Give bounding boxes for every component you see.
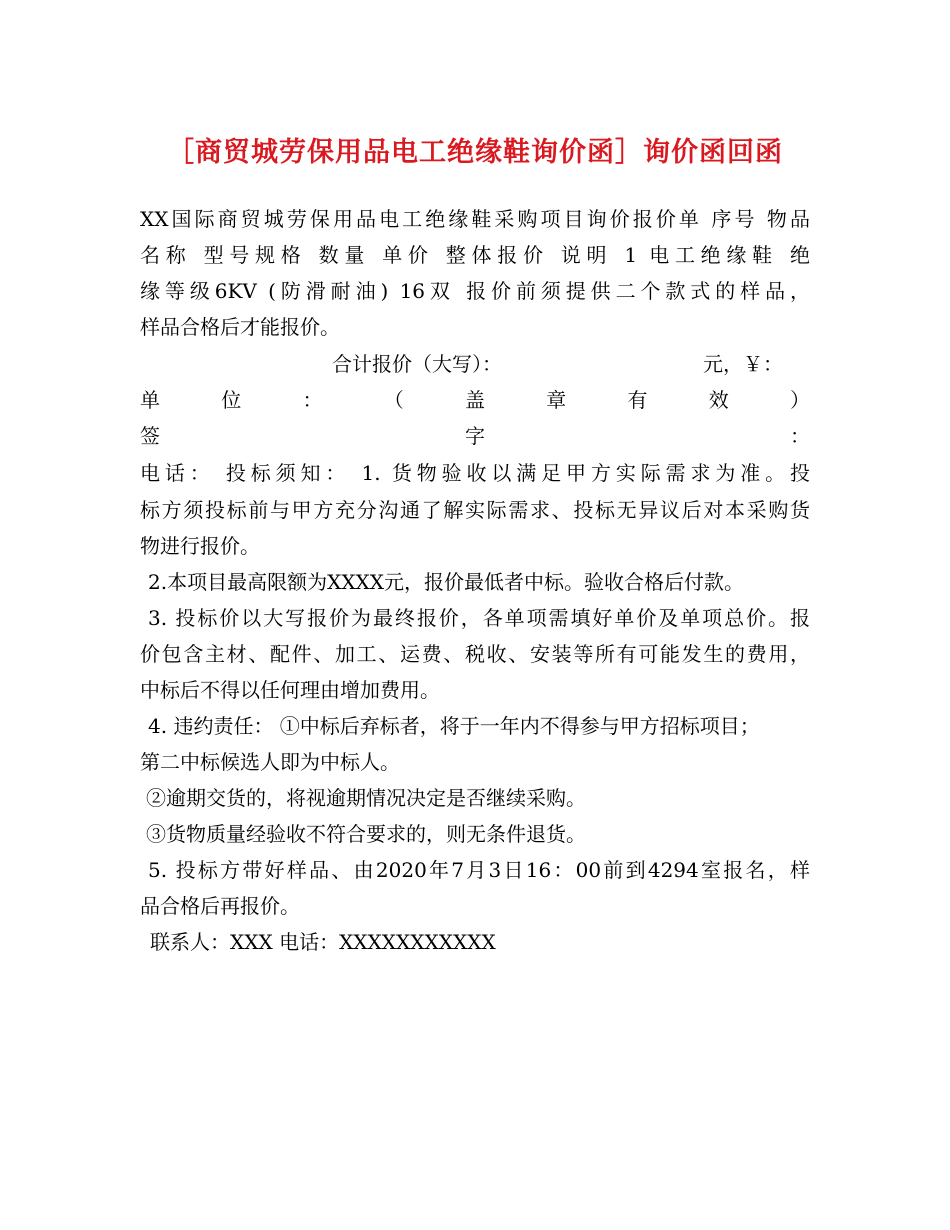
unit-char: ：	[302, 388, 323, 412]
notice-line-1: 电话： 投标须知： 1. 货物验收以满足甲方实际需求为准。投	[140, 461, 810, 485]
notice-line-2: 标方须投标前与甲方充分沟通了解实际需求、投标无异议后对本采购货	[140, 498, 810, 522]
unit-char: ）	[790, 388, 810, 412]
intro-line-3: 缘等级6KV (防滑耐油) 16双 报价前须提供二个款式的样品，	[140, 279, 810, 303]
intro-line-2: 名称 型号规格 数量 单价 整体报价 说明 1 电工绝缘鞋 绝	[140, 243, 810, 267]
total-unit: 元，￥：	[703, 352, 783, 376]
notice-item-3-line-1: 3. 投标价以大写报价为最终报价，各单项需填好单价及单项总价。报	[148, 606, 810, 630]
sign-row	[140, 422, 810, 450]
notice-item-2: 2.本项目最高限额为XXXX元，报价最低者中标。验收合格后付款。	[148, 570, 745, 594]
sign-char: ：	[790, 424, 810, 448]
sign-char: 字	[465, 424, 485, 448]
unit-char: 效	[708, 388, 729, 412]
notice-item-4-line-1: 4. 违约责任： ①中标后弃标者，将于一年内不得参与甲方招标项目；	[148, 714, 760, 738]
unit-char: 章	[546, 388, 567, 412]
unit-char: 单	[140, 388, 160, 412]
notice-item-5-line-2: 品合格后再报价。	[140, 894, 300, 918]
notice-item-4-a: ②逾期交货的，将视逾期情况决定是否继续采购。	[146, 786, 586, 810]
unit-row	[140, 386, 810, 414]
unit-char: 有	[627, 388, 648, 412]
unit-char: 盖	[465, 388, 485, 412]
notice-item-5-line-1: 5. 投标方带好样品、由2020年7月3日16：00前到4294室报名，样	[148, 858, 810, 882]
notice-item-3-line-2: 价包含主材、配件、加工、运费、税收、安装等所有可能发生的费用，	[140, 642, 810, 666]
notice-item-3-line-3: 中标后不得以任何理由增加费用。	[140, 678, 440, 702]
intro-line-4: 样品合格后才能报价。	[140, 315, 340, 339]
notice-item-4-line-2: 第二中标候选人即为中标人。	[140, 750, 400, 774]
notice-item-4-b: ③货物质量经验收不符合要求的，则无条件退货。	[146, 822, 586, 846]
document-title: ［商贸城劳保用品电工绝缘鞋询价函］询价函回函	[167, 137, 783, 168]
unit-char: 位	[221, 388, 242, 412]
contact-line: 联系人：XXX 电话：XXXXXXXXXXX	[150, 930, 496, 954]
total-label: 合计报价（大写）：	[332, 352, 502, 376]
intro-line-1: XX国际商贸城劳保用品电工绝缘鞋采购项目询价报价单 序号 物品	[140, 207, 810, 231]
sign-char: 签	[140, 424, 160, 448]
unit-char: （	[383, 388, 404, 412]
notice-line-3: 物进行报价。	[140, 534, 260, 558]
